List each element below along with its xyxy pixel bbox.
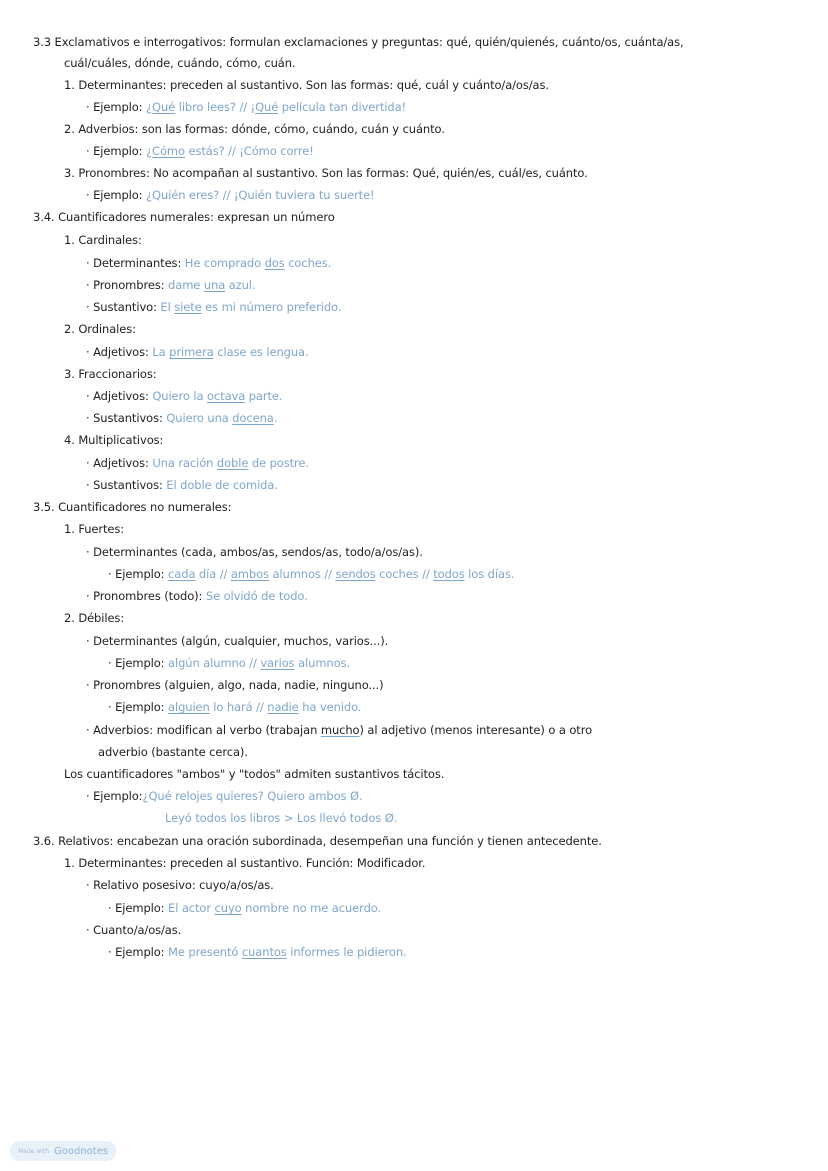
s35-tacitos-example-2: Leyó todos los libros > Los llevó todos Ø.	[165, 811, 398, 825]
section-3-3-heading: 3.3 Exclamativos e interrogativos: formulan exclamaciones y preguntas: qué, quién/quienés, cuánto/os, cuánta/as,	[33, 35, 684, 49]
s36-posesivo-example: · Ejemplo: El actor cuyo nombre no me acuerdo.	[108, 901, 382, 915]
section-3-3-heading-cont: cuál/cuáles, dónde, cuándo, cómo, cuán.	[64, 56, 296, 70]
s36-cuanto-example: · Ejemplo: Me presentó cuantos informes le pidieron.	[108, 945, 407, 959]
s33-adverbios: 2. Adverbios: son las formas: dónde, cómo, cuándo, cuán y cuánto.	[64, 122, 445, 136]
s34-mult-adj: · Adjetivos: Una ración doble de postre.	[86, 456, 309, 470]
s35-debiles-pro-example: · Ejemplo: alguien lo hará // nadie ha venido.	[108, 700, 362, 714]
s34-mult-sus: · Sustantivos: El doble de comida.	[86, 478, 278, 492]
s34-cardinales: 1. Cardinales:	[64, 233, 142, 247]
made-with-label: Made with	[18, 1147, 49, 1155]
s35-debiles-det: · Determinantes (algún, cualquier, muchos, varios...).	[86, 634, 389, 648]
s36-posesivo: · Relativo posesivo: cuyo/a/os/as.	[86, 878, 274, 892]
s34-ord-adj: · Adjetivos: La primera clase es lengua.	[86, 345, 309, 359]
s34-frac-sus: · Sustantivos: Quiero una docena.	[86, 411, 278, 425]
s33-det-example: · Ejemplo: ¿Qué libro lees? // ¡Qué película tan divertida!	[86, 100, 407, 114]
s35-debiles: 2. Débiles:	[64, 611, 125, 625]
s34-ordinales: 2. Ordinales:	[64, 322, 136, 336]
s34-card-pro: · Pronombres: dame una azul.	[86, 278, 256, 292]
s35-fuertes: 1. Fuertes:	[64, 522, 125, 536]
s34-fraccionarios: 3. Fraccionarios:	[64, 367, 157, 381]
s35-fuertes-pro: · Pronombres (todo): Se olvidó de todo.	[86, 589, 308, 603]
s34-frac-adj: · Adjetivos: Quiero la octava parte.	[86, 389, 283, 403]
s34-multiplicativos: 4. Multiplicativos:	[64, 433, 164, 447]
s35-debiles-det-example: · Ejemplo: algún alumno // varios alumnos.	[108, 656, 351, 670]
s35-fuertes-det: · Determinantes (cada, ambos/as, sendos/as, todo/a/os/as).	[86, 545, 423, 559]
s33-pro-example: · Ejemplo: ¿Quién eres? // ¡Quién tuviera tu suerte!	[86, 188, 375, 202]
s35-fuertes-det-example: · Ejemplo: cada día // ambos alumnos // sendos coches // todos los días.	[108, 567, 515, 581]
section-3-5-heading: 3.5. Cuantificadores no numerales:	[33, 500, 232, 514]
s35-tacitos-note: Los cuantificadores "ambos" y "todos" admiten sustantivos tácitos.	[64, 767, 445, 781]
s35-debiles-adv: · Adverbios: modifican al verbo (trabajan mucho) al adjetivo (menos interesante) o a otro	[86, 723, 593, 737]
s34-card-sus: · Sustantivo: El siete es mi número preferido.	[86, 300, 342, 314]
section-3-4-heading: 3.4. Cuantificadores numerales: expresan un número	[33, 210, 335, 224]
section-3-6-heading: 3.6. Relativos: encabezan una oración subordinada, desempeñan una función y tienen antecedente.	[33, 834, 602, 848]
s34-card-det: · Determinantes: He comprado dos coches.	[86, 256, 332, 270]
s35-debiles-adv-cont: adverbio (bastante cerca).	[98, 745, 248, 759]
s36-cuanto: · Cuanto/a/os/as.	[86, 923, 182, 937]
goodnotes-brand: Goodnotes	[54, 1145, 109, 1157]
s35-tacitos-example: · Ejemplo:¿Qué relojes quieres? Quiero ambos Ø.	[86, 789, 363, 803]
s35-debiles-pro: · Pronombres (alguien, algo, nada, nadie, ninguno...)	[86, 678, 384, 692]
goodnotes-badge[interactable]	[10, 1141, 116, 1161]
s33-determinantes: 1. Determinantes: preceden al sustantivo. Son las formas: qué, cuál y cuánto/a/os/as.	[64, 78, 549, 92]
s33-adv-example: · Ejemplo: ¿Cómo estás? // ¡Cómo corre!	[86, 144, 314, 158]
s36-determinantes: 1. Determinantes: preceden al sustantivo. Función: Modificador.	[64, 856, 426, 870]
s33-pronombres: 3. Pronombres: No acompañan al sustantivo. Son las formas: Qué, quién/es, cuál/es, cuánto.	[64, 166, 588, 180]
